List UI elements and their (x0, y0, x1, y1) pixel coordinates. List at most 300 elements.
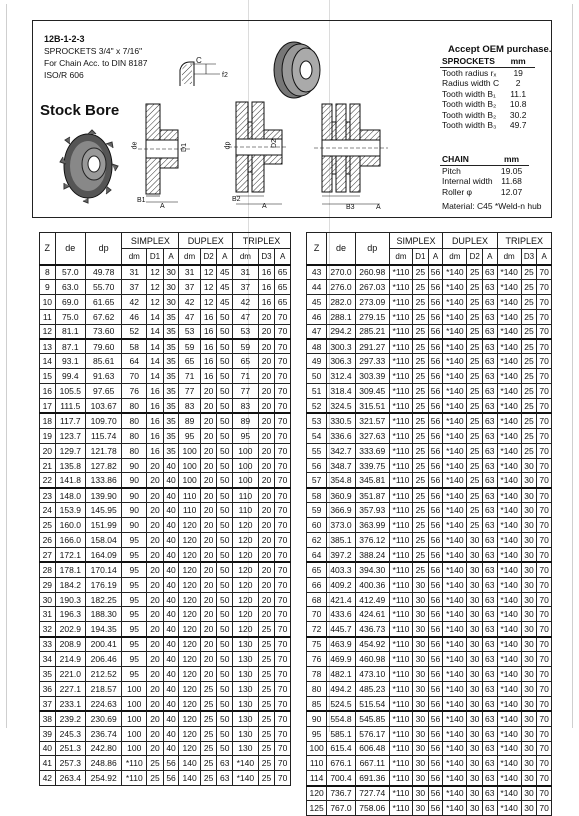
table-cell: 45 (217, 294, 233, 309)
table-row (307, 503, 552, 518)
table-cell: 182.25 (86, 592, 122, 607)
table-row (307, 399, 552, 414)
table-cell: 40 (163, 547, 179, 562)
table-cell: 71 (233, 369, 259, 384)
table-cell: *110 (389, 607, 412, 622)
table-row (40, 473, 291, 488)
table-cell: 16 (258, 279, 275, 294)
col-header-a: A (428, 249, 443, 265)
table-cell: 25 (521, 399, 537, 414)
table-row (40, 667, 291, 682)
table-cell: 97.65 (86, 384, 122, 399)
table-cell: 120 (233, 622, 259, 637)
table-cell: 63 (482, 324, 497, 339)
table-cell: 56 (428, 741, 443, 756)
table-cell: 30 (413, 741, 429, 756)
table-cell: 99.4 (55, 369, 85, 384)
table-cell: 63 (482, 771, 497, 786)
table-cell: 40 (163, 533, 179, 548)
table-cell: 17 (40, 399, 56, 414)
table-cell: 25 (258, 741, 275, 756)
table-cell: 37 (233, 279, 259, 294)
label-d1: D1 (180, 143, 188, 152)
table-cell: 25 (467, 399, 483, 414)
table-cell: 63 (482, 443, 497, 458)
table-cell: 25 (258, 711, 275, 726)
table-cell: 103.67 (86, 399, 122, 414)
spec-label: Tooth width B₂ (442, 109, 497, 120)
table-cell: *140 (443, 637, 467, 652)
table-cell: 20 (200, 637, 217, 652)
table-cell: 25 (521, 413, 537, 428)
table-cell: 40 (163, 562, 179, 577)
table-cell: 44 (307, 279, 327, 294)
table-cell: 50 (217, 354, 233, 369)
table-row (40, 652, 291, 667)
table-cell: 25 (467, 354, 483, 369)
table-cell: 120 (233, 547, 259, 562)
table-cell: 20 (147, 607, 164, 622)
table-row (40, 384, 291, 399)
table-cell: 56 (428, 458, 443, 473)
table-cell: 53 (179, 324, 201, 339)
table-cell: 20 (258, 324, 275, 339)
table-cell: 14 (147, 339, 164, 354)
table-cell: 56 (428, 399, 443, 414)
table-row (40, 547, 291, 562)
col-header-simplex: SIMPLEX (389, 233, 443, 249)
table-cell: 357.93 (355, 503, 389, 518)
table-cell: *110 (389, 488, 412, 503)
table-cell: 139.90 (86, 488, 122, 503)
table-cell: 20 (258, 443, 275, 458)
table-cell: 110 (307, 756, 327, 771)
table-cell: *140 (443, 607, 467, 622)
table-cell: 227.1 (55, 681, 85, 696)
table-cell: 30 (521, 503, 537, 518)
table-cell: 30 (467, 652, 483, 667)
table-cell: 46 (307, 309, 327, 324)
table-cell: 100 (122, 711, 147, 726)
spec-row (440, 78, 535, 89)
table-cell: 324.5 (327, 399, 356, 414)
table-cell: 40 (163, 607, 179, 622)
table-cell: 70 (537, 369, 552, 384)
sprocket-table-right (306, 232, 552, 816)
table-row (40, 696, 291, 711)
table-cell: 50 (217, 637, 233, 652)
table-cell: 25 (467, 265, 483, 280)
table-cell: 65 (275, 279, 291, 294)
table-cell: 68 (307, 592, 327, 607)
table-cell: 100 (122, 726, 147, 741)
table-cell: 409.2 (327, 577, 356, 592)
table-cell: 70 (537, 637, 552, 652)
table-cell: 25 (413, 562, 429, 577)
table-cell: 30 (521, 458, 537, 473)
table-cell: *140 (497, 339, 521, 354)
table-cell: 42 (40, 771, 56, 786)
table-cell: 20 (258, 503, 275, 518)
table-cell: *140 (497, 384, 521, 399)
table-cell: 20 (147, 562, 164, 577)
table-cell: *140 (443, 771, 467, 786)
table-cell: 63 (482, 667, 497, 682)
table-cell: 25 (467, 473, 483, 488)
table-cell: *110 (389, 577, 412, 592)
table-cell: 50 (217, 399, 233, 414)
table-cell: 30 (163, 294, 179, 309)
table-cell: 20 (200, 622, 217, 637)
table-cell: 70 (537, 786, 552, 801)
table-cell: 25 (413, 279, 429, 294)
table-cell: *140 (443, 711, 467, 726)
table-cell: 270.0 (327, 265, 356, 280)
table-cell: 56 (428, 667, 443, 682)
table-cell: 30 (521, 681, 537, 696)
table-cell: 16 (147, 413, 164, 428)
table-cell: 130 (233, 652, 259, 667)
table-cell: 515.54 (355, 696, 389, 711)
table-cell: 25 (521, 339, 537, 354)
table-row (40, 681, 291, 696)
spec-value: 12.07 (500, 186, 523, 197)
table-cell: 70 (275, 771, 291, 786)
table-row (40, 309, 291, 324)
table-cell: 300.3 (327, 339, 356, 354)
table-cell: 25 (521, 428, 537, 443)
table-cell: 111.5 (55, 399, 85, 414)
table-cell: *140 (443, 473, 467, 488)
table-cell: 120 (179, 607, 201, 622)
table-cell: 56 (428, 801, 443, 816)
table-cell: 63 (482, 607, 497, 622)
table-cell: 20 (258, 607, 275, 622)
table-cell: *140 (233, 756, 259, 771)
table-cell: 30 (521, 592, 537, 607)
table-cell: 70 (537, 309, 552, 324)
table-cell: 482.1 (327, 667, 356, 682)
table-cell: 30 (521, 488, 537, 503)
table-cell: 56 (428, 428, 443, 443)
table-row (307, 741, 552, 756)
table-cell: *110 (389, 533, 412, 548)
table-cell: 70 (275, 503, 291, 518)
table-cell: 81.1 (55, 324, 85, 339)
table-cell: 100 (122, 681, 147, 696)
table-cell: 56 (428, 265, 443, 280)
table-cell: 14 (147, 354, 164, 369)
table-cell: *140 (497, 607, 521, 622)
table-cell: 70 (275, 488, 291, 503)
table-cell: 63 (482, 622, 497, 637)
table-cell: 25 (521, 324, 537, 339)
table-cell: 45 (307, 294, 327, 309)
table-cell: 49 (307, 354, 327, 369)
table-cell: 35 (163, 309, 179, 324)
table-cell: *110 (389, 369, 412, 384)
table-row (40, 756, 291, 771)
table-row (307, 801, 552, 816)
table-cell: *140 (497, 279, 521, 294)
table-cell: 54 (307, 428, 327, 443)
table-cell: 16 (40, 384, 56, 399)
table-cell: 20 (200, 413, 217, 428)
table-cell: 53 (307, 413, 327, 428)
table-cell: *110 (389, 428, 412, 443)
table-cell: 20 (258, 518, 275, 533)
table-cell: 50 (217, 473, 233, 488)
table-cell: 315.51 (355, 399, 389, 414)
table-cell: 56 (428, 488, 443, 503)
table-row (40, 741, 291, 756)
table-cell: *110 (389, 354, 412, 369)
table-cell: 120 (179, 711, 201, 726)
table-cell: 400.36 (355, 577, 389, 592)
table-cell: 50 (217, 741, 233, 756)
spec-value: 11.1 (510, 88, 527, 99)
table-cell: *110 (389, 726, 412, 741)
spec-label: Tooth radius rₓ (442, 67, 497, 78)
table-cell: 50 (217, 726, 233, 741)
table-cell: 190.3 (55, 592, 85, 607)
table-cell: 49.78 (86, 265, 122, 280)
table-cell: *110 (389, 667, 412, 682)
table-row (307, 533, 552, 548)
table-cell: 63 (482, 562, 497, 577)
table-cell: *140 (443, 309, 467, 324)
table-cell: 56 (428, 681, 443, 696)
table-cell: 421.4 (327, 592, 356, 607)
table-cell: *140 (497, 696, 521, 711)
table-cell: 273.09 (355, 294, 389, 309)
table-cell: 164.09 (86, 547, 122, 562)
table-cell: 70 (537, 428, 552, 443)
table-cell: 20 (258, 592, 275, 607)
table-cell: 25 (258, 622, 275, 637)
table-cell: *140 (443, 339, 467, 354)
table-cell: 40 (163, 681, 179, 696)
table-cell: 20 (200, 458, 217, 473)
spec-unit: mm (501, 56, 535, 67)
sprocket-photo-simplex (58, 124, 118, 204)
table-cell: 260.98 (355, 265, 389, 280)
table-cell: 208.9 (55, 637, 85, 652)
table-cell: 95 (122, 547, 147, 562)
table-cell: 30 (413, 592, 429, 607)
table-cell: 80 (307, 681, 327, 696)
table-cell: 233.1 (55, 696, 85, 711)
table-cell: 56 (428, 756, 443, 771)
table-row (307, 696, 552, 711)
table-cell: 25 (413, 399, 429, 414)
table-cell: 65 (275, 294, 291, 309)
table-cell: *140 (443, 741, 467, 756)
table-cell: 85.61 (86, 354, 122, 369)
table-row (307, 265, 552, 280)
table-cell: 20 (147, 622, 164, 637)
table-cell: *140 (443, 354, 467, 369)
table-cell: 30 (467, 696, 483, 711)
table-cell: 120 (179, 741, 201, 756)
col-header-z: Z (307, 233, 327, 265)
table-row (307, 413, 552, 428)
table-row (307, 279, 552, 294)
table-cell: *140 (497, 681, 521, 696)
table-cell: 288.1 (327, 309, 356, 324)
col-header-de: de (327, 233, 356, 265)
table-cell: 63 (482, 726, 497, 741)
table-cell: 63 (482, 413, 497, 428)
table-cell: 90 (122, 488, 147, 503)
table-cell: 70 (275, 428, 291, 443)
table-cell: *140 (497, 592, 521, 607)
spec-label: Tooth width B₃ (442, 120, 497, 130)
table-cell: 70 (537, 488, 552, 503)
table-cell: 13 (40, 339, 56, 354)
table-cell: 25 (413, 443, 429, 458)
table-row (307, 309, 552, 324)
table-cell: 758.06 (355, 801, 389, 816)
table-cell: 63 (482, 384, 497, 399)
table-cell: 700.4 (327, 771, 356, 786)
table-cell: 67.62 (86, 309, 122, 324)
table-cell: 64 (122, 354, 147, 369)
table-row (307, 473, 552, 488)
table-cell: 16 (200, 369, 217, 384)
table-cell: 70 (275, 369, 291, 384)
table-row (40, 592, 291, 607)
table-cell: 25 (467, 503, 483, 518)
table-cell: 114 (307, 771, 327, 786)
table-cell: *140 (497, 324, 521, 339)
table-cell: 16 (200, 309, 217, 324)
table-cell: 63 (482, 547, 497, 562)
table-cell: 83 (233, 399, 259, 414)
table-cell: 20 (147, 681, 164, 696)
table-cell: 63.0 (55, 279, 85, 294)
table-cell: 70 (275, 354, 291, 369)
table-cell: 16 (147, 443, 164, 458)
table-cell: 15 (40, 369, 56, 384)
table-cell: 20 (200, 607, 217, 622)
table-cell: 16 (200, 324, 217, 339)
table-cell: 160.0 (55, 518, 85, 533)
table-cell: 30 (413, 756, 429, 771)
table-cell: 354.8 (327, 473, 356, 488)
table-cell: 125 (307, 801, 327, 816)
doc-code: 12B-1-2-3 (44, 34, 85, 44)
table-cell: 25 (521, 369, 537, 384)
col-header-dm: dm (389, 249, 412, 265)
table-cell: 31 (122, 265, 147, 280)
table-cell: 20 (200, 547, 217, 562)
table-cell: 120 (179, 547, 201, 562)
table-cell: 336.6 (327, 428, 356, 443)
table-cell: 55 (307, 443, 327, 458)
table-cell: 56 (163, 771, 179, 786)
table-row (307, 771, 552, 786)
table-cell: *140 (497, 458, 521, 473)
table-cell: 47 (307, 324, 327, 339)
table-cell: 25 (40, 518, 56, 533)
table-cell: 53 (233, 324, 259, 339)
table-cell: *110 (389, 324, 412, 339)
table-cell: 89 (233, 413, 259, 428)
table-cell: 239.2 (55, 711, 85, 726)
table-cell: 40 (163, 696, 179, 711)
table-cell: 31 (233, 265, 259, 280)
table-row (307, 488, 552, 503)
col-header-d3: D3 (521, 249, 537, 265)
table-cell: 251.3 (55, 741, 85, 756)
table-cell: 20 (258, 562, 275, 577)
table-cell: 30 (413, 652, 429, 667)
table-cell: 63 (217, 756, 233, 771)
table-cell: 145.95 (86, 503, 122, 518)
table-cell: 120 (233, 533, 259, 548)
spec-row (440, 99, 535, 110)
table-cell: 110 (233, 488, 259, 503)
table-cell: 30 (467, 622, 483, 637)
table-cell: 25 (413, 518, 429, 533)
table-cell: 70 (537, 458, 552, 473)
table-cell: 100 (122, 741, 147, 756)
table-cell: 50 (217, 443, 233, 458)
table-cell: 90 (122, 473, 147, 488)
table-cell: 70 (275, 458, 291, 473)
table-cell: 115.74 (86, 428, 122, 443)
table-cell: 30 (467, 756, 483, 771)
table-cell: 18 (40, 413, 56, 428)
table-cell: 40 (163, 652, 179, 667)
table-row (40, 458, 291, 473)
table-cell: 56 (428, 294, 443, 309)
table-cell: 120 (179, 592, 201, 607)
table-cell: 25 (467, 324, 483, 339)
table-cell: 25 (258, 771, 275, 786)
table-cell: 78 (307, 667, 327, 682)
table-cell: 70 (275, 518, 291, 533)
table-cell: 25 (413, 384, 429, 399)
col-header-simplex: SIMPLEX (122, 233, 179, 249)
table-cell: 133.86 (86, 473, 122, 488)
table-cell: 14 (147, 369, 164, 384)
table-cell: 56 (428, 324, 443, 339)
col-header-z: Z (40, 233, 56, 265)
table-cell: 50 (217, 652, 233, 667)
table-cell: *140 (497, 786, 521, 801)
table-cell: 30 (521, 786, 537, 801)
table-cell: 35 (40, 667, 56, 682)
label-c: C (196, 56, 202, 65)
table-cell: 65 (307, 562, 327, 577)
table-cell: 50 (217, 547, 233, 562)
table-cell: 40 (163, 741, 179, 756)
table-cell: 321.57 (355, 413, 389, 428)
table-cell: 30 (521, 473, 537, 488)
table-cell: 363.99 (355, 518, 389, 533)
table-cell: 14 (40, 354, 56, 369)
table-cell: *110 (389, 503, 412, 518)
table-row (40, 294, 291, 309)
spec-label: Tooth width B₁ (442, 88, 496, 99)
table-cell: 63 (482, 637, 497, 652)
table-row (40, 622, 291, 637)
table-cell: 70 (537, 622, 552, 637)
table-cell: 130 (233, 741, 259, 756)
table-cell: 63 (482, 533, 497, 548)
